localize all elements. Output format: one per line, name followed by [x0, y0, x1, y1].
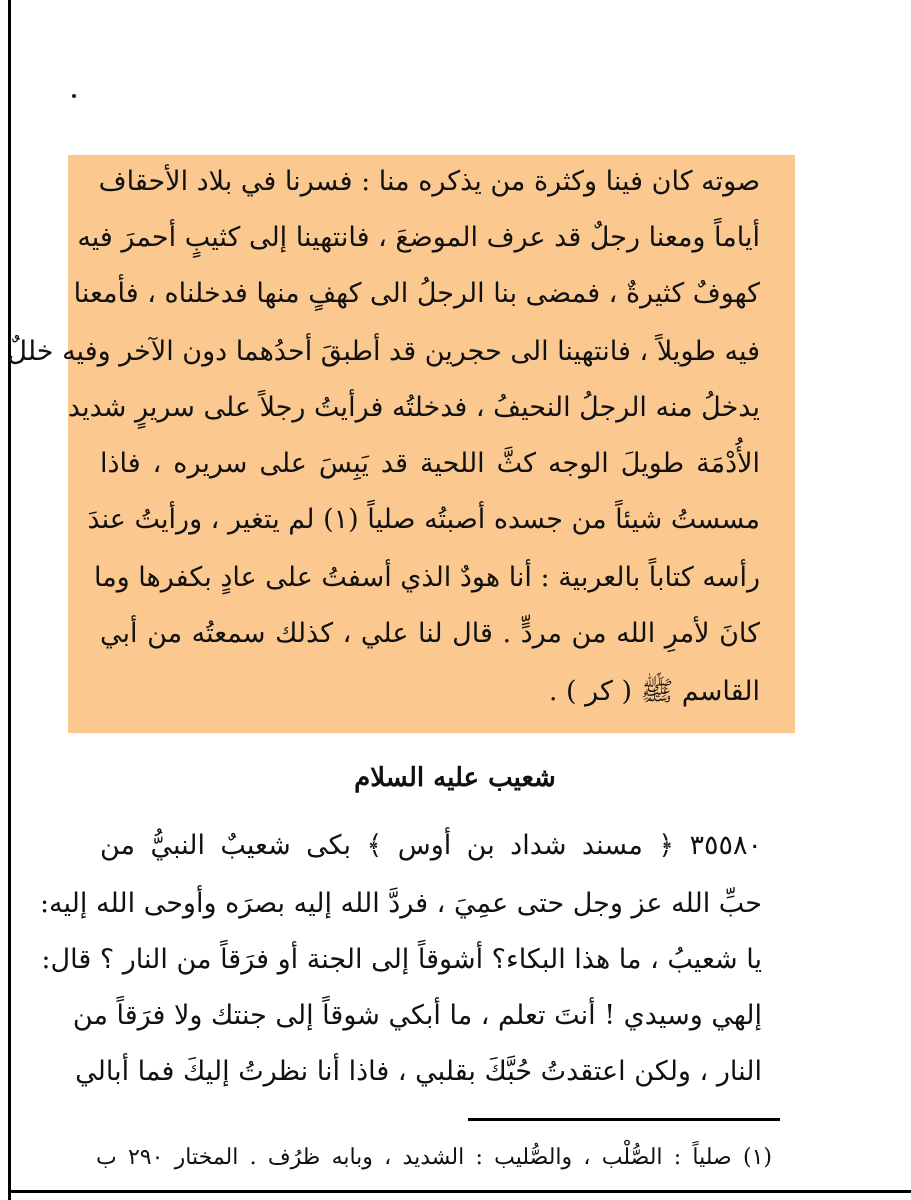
- body-line-2: حبِّ الله عز وجل حتى عمِيَ ، فردَّ الله إليه بصرَه وأوحى الله إليه:: [39, 888, 762, 919]
- highlight-line-4: فيه طويلاً ، فانتهينا الى حجرين قد أطبقَ أحدُهما دون الآخر وفيه خللٌ: [7, 336, 760, 367]
- section-heading: شعيب عليه السلام: [354, 763, 556, 793]
- page-border-bottom: [8, 1190, 911, 1193]
- footnote-separator: [468, 1118, 780, 1121]
- body-line-1: ٣٥٥٨٠ ﴿ مسند شداد بن أوس ﴾ بكى شعيبٌ النبيُّ من: [100, 830, 762, 861]
- page-border-left: [8, 0, 11, 1200]
- highlight-line-6: الأُدْمَة طويلَ الوجه كثَّ اللحية قد يَبِسَ على سريره ، فاذا: [100, 448, 760, 479]
- page-mark-dot: [72, 94, 76, 98]
- body-line-5: النار ، ولكن اعتقدتُ حُبَّكَ بقلبي ، فاذا أنا نظرتُ إليكَ فما أبالي: [75, 1056, 762, 1087]
- highlight-line-3: كهوفٌ كثيرةٌ ، فمضى بنا الرجلُ الى كهفٍ منها فدخلناه ، فأمعنا: [73, 278, 760, 309]
- highlight-line-2: أياماً ومعنا رجلٌ قد عرف الموضعَ ، فانتهينا إلى كثيبٍ أحمرَ فيه: [77, 222, 760, 253]
- footnote: (١) صلياً : الصُّلْب ، والصُّليب : الشديد ، وبابه ظرُف . المختار ٢٩٠ ب: [96, 1145, 772, 1170]
- highlight-line-9: كانَ لأمرِ الله من مردٍّ . قال لنا علي ، كذلك سمعتُه من أبي: [100, 618, 760, 649]
- highlight-line-8: رأسه كتاباً بالعربية : أنا هودٌ الذي أسفتُ على عادٍ بكفرها وما: [93, 562, 760, 593]
- highlight-line-10: القاسم ﷺ ( كر ) .: [548, 676, 760, 707]
- body-line-3: يا شعيبُ ، ما هذا البكاء؟ أشوقاً إلى الجنة أو فرَقاً من النار ؟ قال:: [41, 944, 762, 975]
- highlight-line-7: مسستُ شيئاً من جسده أصبتُه صلياً (١) لم يتغير ، ورأيتُ عندَ: [87, 504, 760, 535]
- highlight-line-5: يدخلُ منه الرجلُ النحيفُ ، فدخلتُه فرأيتُ رجلاً على سريرٍ شديد: [67, 392, 760, 423]
- highlight-line-1: صوته كان فينا وكثرة من يذكره منا : فسرنا في بلاد الأحقاف: [98, 166, 760, 197]
- body-line-4: إلهي وسيدي ! أنتَ تعلم ، ما أبكي شوقاً إلى جنتك ولا فرَقاً من: [72, 1000, 762, 1031]
